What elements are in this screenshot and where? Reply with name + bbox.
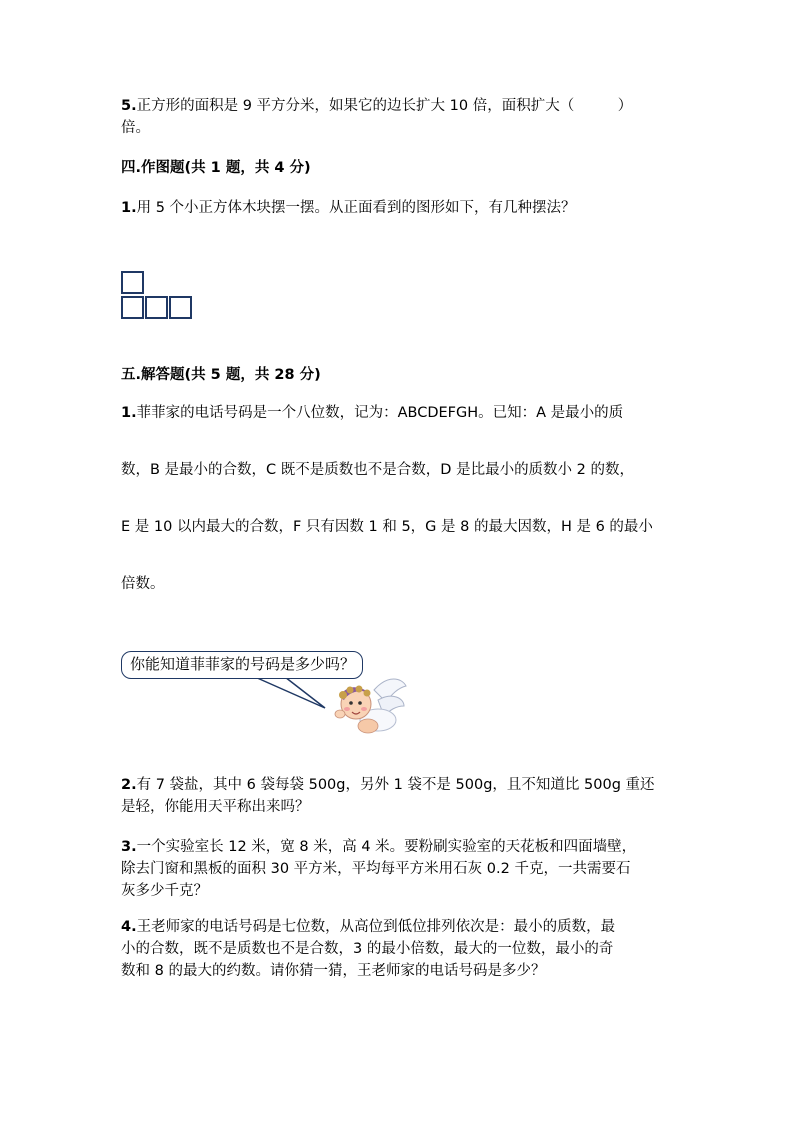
square-top (121, 271, 144, 294)
q5-line1 (121, 95, 632, 117)
s5-q3-line3: 灰多少千克？ (121, 883, 208, 899)
s5-q2-number: 2. (121, 777, 137, 793)
s5-q4-line1 (121, 916, 615, 938)
s4-q1-number: 1. (121, 200, 137, 216)
s5-q1-line2: 数，B 是最小的合数，C 既不是质数也不是合数，D 是比最小的质数小 2 的数， (121, 462, 635, 478)
s5-q3-line2: 除去门窗和黑板的面积 30 平方米，平均每平方米用石灰 0.2 千克，一共需要石 (121, 861, 631, 877)
s5-q1-text-line1: 菲菲家的电话号码是一个八位数，记为：ABCDEFGH。已知：A 是最小的质 (136, 405, 624, 421)
s5-q2-line1 (121, 774, 655, 796)
square-bottom-1 (121, 296, 144, 319)
s4-q1 (121, 197, 576, 219)
s5-q4-number: 4. (121, 919, 137, 935)
q5-number: 5. (121, 98, 137, 114)
s5-q2-line2: 是轻，你能用天平称出来吗？ (121, 799, 310, 815)
cupid-illustration-icon (328, 672, 408, 738)
s5-q4-text-line1: 王老师家的电话号码是七位数，从高位到低位排列依次是：最小的质数，最 (136, 919, 616, 935)
section4-heading: 四.作图题(共 1 题，共 4 分) (121, 160, 311, 176)
s5-q4-line3: 数和 8 的最大的约数。请你猜一猜，王老师家的电话号码是多少？ (121, 963, 546, 979)
s5-q2-text-line1: 有 7 袋盐，其中 6 袋每袋 500g，另外 1 袋不是 500g，且不知道比 500g 重还 (136, 777, 655, 793)
s5-q3-number: 3. (121, 839, 137, 855)
square-bottom-2 (145, 296, 168, 319)
s5-q1-line1 (121, 402, 623, 424)
s5-q4-line2: 小的合数，既不是质数也不是合数，3 的最小倍数，最大的一位数，最小的奇 (121, 941, 614, 957)
s5-q1-number: 1. (121, 405, 137, 421)
bubble-tail (250, 676, 340, 716)
section5-heading: 五.解答题(共 5 题，共 28 分) (121, 367, 321, 383)
s5-q1-line3: E 是 10 以内最大的合数，F 只有因数 1 和 5，G 是 8 的最大因数，H 是 6 的最小 (121, 519, 653, 535)
s5-q3-line1 (121, 836, 636, 858)
q5-line2: 倍。 (121, 120, 150, 136)
s5-q1-line4: 倍数。 (121, 576, 165, 592)
square-bottom-3 (169, 296, 192, 319)
q5-text-line1: 正方形的面积是 9 平方分米，如果它的边长扩大 10 倍，面积扩大（ ） (136, 98, 633, 114)
speech-bubble: 你能知道菲菲家的号码是多少吗？ (121, 651, 363, 679)
front-view-figure (121, 271, 196, 323)
s5-q3-text-line1: 一个实验室长 12 米，宽 8 米，高 4 米。要粉刷实验室的天花板和四面墙壁， (136, 839, 637, 855)
s4-q1-text: 用 5 个小正方体木块摆一摆。从正面看到的图形如下，有几种摆法？ (136, 200, 576, 216)
